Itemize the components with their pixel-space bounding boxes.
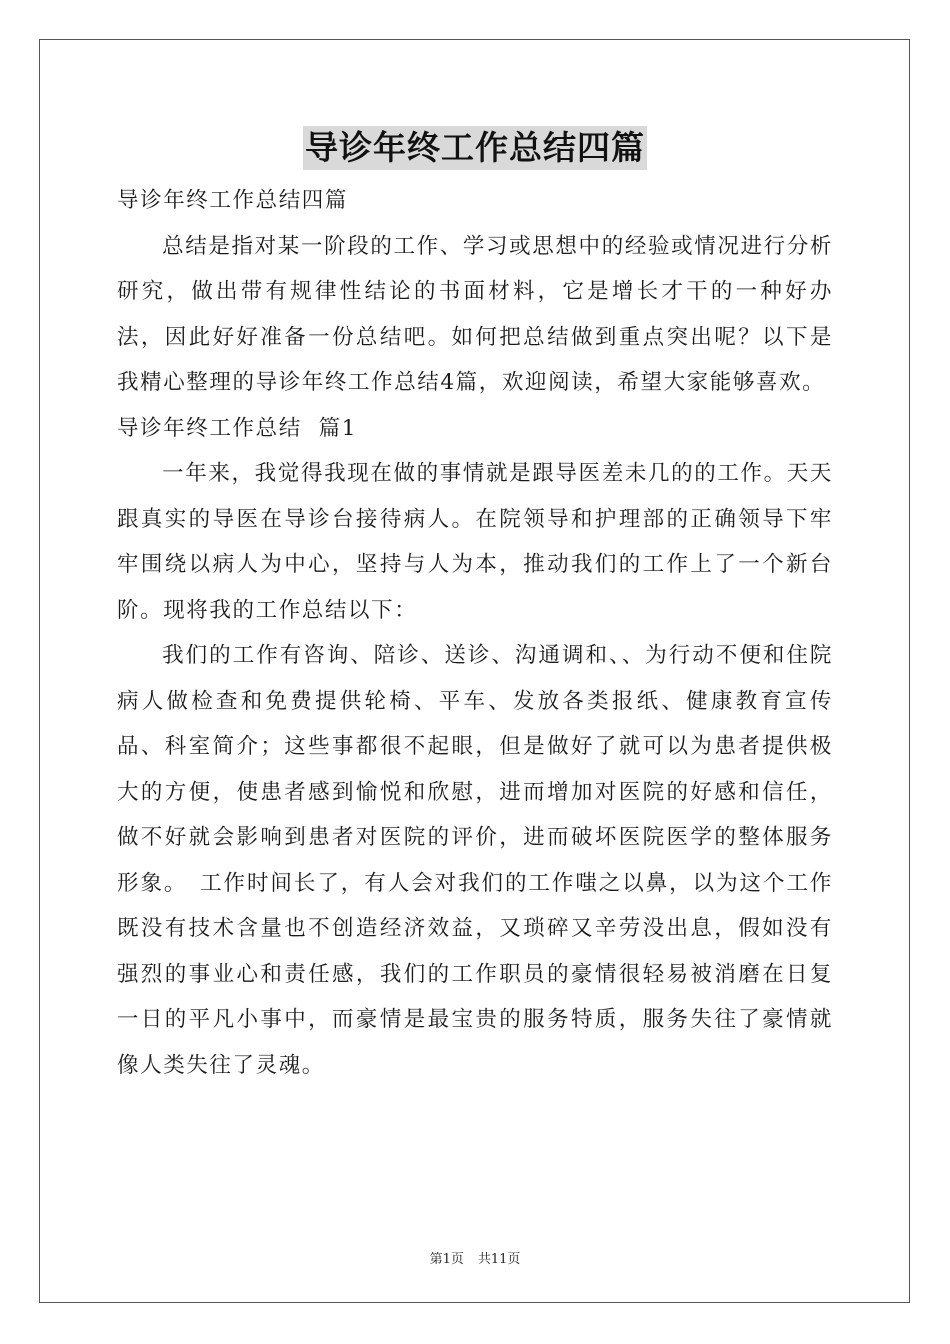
section1-paragraph-1: 一年来，我觉得我现在做的事情就是跟导医差未几的的工作。天天跟真实的导医在导诊台接待病人。在院领导和护理部的正确领导下牢牢围绕以病人为中心，坚持与人为本，推动我们的工作上了一个新台阶。现将我的工作总结以下： [117, 461, 833, 623]
document-title: 导诊年终工作总结四篇 [303, 126, 647, 170]
page-total: 共11页 [477, 1252, 521, 1267]
intro-paragraph: 总结是指对某一阶段的工作、学习或思想中的经验或情况进行分析研究，做出带有规律性结论的书面材料，它是增长才干的一种好办法，因此好好准备一份总结吧。如何把总结做到重点突出呢？以下是我精心整理的导诊年终工作总结4篇，欢迎阅读，希望大家能够喜欢。 [117, 233, 833, 395]
section1-paragraph-2: 我们的工作有咨询、陪诊、送诊、沟通调和、、为行动不便和住院病人做检查和免费提供轮椅、平车、发放各类报纸、健康教育宣传品、科室简介；这些事都很不起眼，但是做好了就可以为患者提供极大的方便，使患者感到愉悦和欣慰，进而增加对医院的好感和信任，做不好就会影响到患者对医院的评价，进而破坏医院医学的整体服务形象。 工作时间长了，有人会对我们的工作嗤之以鼻，以为这个工作既没有技术含量也不创造经济效益，又琐碎又辛劳没出息，假如没有强烈的事业心和责任感，我们的工作职员的豪情很轻易被消磨在日复一日的平凡小事中，而豪情是最宝贵的服务特质，服务失往了豪情就像人类失往了灵魂。 [117, 643, 833, 1078]
section-heading: 导诊年终工作总结 篇1 [117, 415, 358, 441]
title-wrap [0, 126, 950, 170]
page-footer [0, 1248, 950, 1267]
subtitle: 导诊年终工作总结四篇 [117, 188, 349, 213]
document-body [117, 178, 833, 1088]
page-number: 第1页 [429, 1252, 464, 1267]
